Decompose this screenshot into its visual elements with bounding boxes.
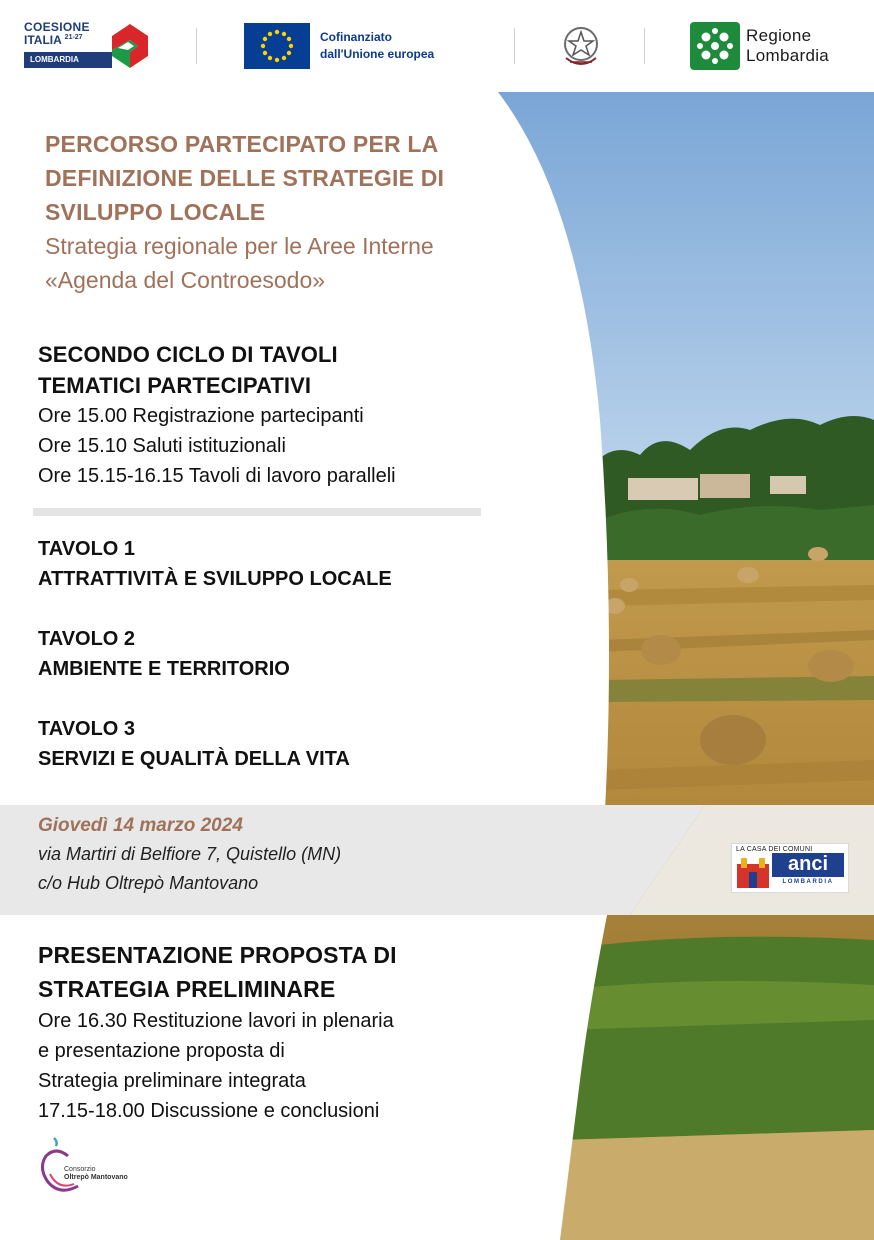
coesione-region-bar: LOMBARDIA [24, 52, 112, 68]
event-date: Giovedì 14 marzo 2024 [38, 815, 243, 836]
schedule-item: Ore 16.30 Restituzione lavori in plenaria [38, 1010, 394, 1032]
coesione-arrow-icon [108, 22, 148, 68]
main-title-line: DEFINIZIONE DELLE STRATEGIE DI [45, 165, 445, 191]
eu-label [320, 29, 434, 63]
main-title-line: PERCORSO PARTECIPATO PER LA [45, 131, 439, 157]
schedule-item: Ore 15.00 Registrazione partecipanti [38, 405, 364, 427]
section-presentazione [38, 938, 558, 1126]
subtitle-line: «Agenda del Controesodo» [45, 267, 326, 293]
anci-building-icon [737, 856, 769, 888]
event-address: via Martiri di Belfiore 7, Quistello (MN) [38, 844, 342, 864]
section-heading: PRESENTAZIONE PROPOSTA DI [38, 942, 397, 968]
tavolo-number: TAVOLO 2 [38, 628, 136, 650]
header-divider [644, 28, 645, 64]
eu-flag-icon [244, 23, 310, 69]
coesione-italia-logo [24, 20, 150, 70]
anci-lombardia-logo [731, 843, 849, 893]
lombardia-rose-icon [690, 22, 740, 70]
subtitle-line: Strategia regionale per le Aree Interne [45, 233, 434, 259]
anci-region: LOMBARDIA [782, 879, 834, 885]
header-divider [514, 28, 515, 64]
italian-republic-emblem-icon [560, 24, 602, 70]
anci-tagline: LA CASA DEI COMUNI [736, 846, 813, 853]
header-divider [196, 28, 197, 64]
tavolo-item [38, 714, 558, 774]
tavolo-number: TAVOLO 1 [38, 538, 136, 560]
consorzio-oltrepo-logo [38, 1134, 148, 1198]
main-title-line: SVILUPPO LOCALE [45, 199, 266, 225]
coesione-italia-text: ITALIA [24, 33, 62, 47]
tavolo-item [38, 624, 558, 684]
tavolo-item [38, 534, 558, 594]
lombardia-label [746, 26, 829, 66]
tavolo-name: AMBIENTE E TERRITORIO [38, 658, 290, 680]
event-venue: c/o Hub Oltrepò Mantovano [38, 873, 259, 893]
event-info [38, 812, 341, 898]
section-tavoli-tematici [38, 339, 558, 491]
eu-cofinanced-logo [244, 23, 484, 69]
lombardia-label-line2: Lombardia [746, 46, 830, 65]
eu-label-line1: Cofinanziato [320, 30, 392, 44]
schedule-item: Ore 15.10 Saluti istituzionali [38, 435, 286, 457]
tavolo-name: SERVIZI E QUALITÀ DELLA VITA [38, 748, 350, 770]
schedule-item: e presentazione proposta di [38, 1040, 285, 1062]
tavolo-name: ATTRATTIVITÀ E SVILUPPO LOCALE [38, 568, 392, 590]
title-block [45, 127, 565, 297]
schedule-item: Ore 15.15-16.15 Tavoli di lavoro paralleli [38, 465, 396, 487]
coesione-line1: COESIONE [24, 20, 90, 34]
regione-lombardia-logo [690, 22, 870, 72]
consorzio-label-line2: Oltrepò Mantovano [64, 1174, 128, 1181]
section-divider [33, 508, 481, 516]
eu-label-line2: dall'Unione europea [320, 47, 435, 61]
section-heading: SECONDO CICLO DI TAVOLI [38, 342, 338, 367]
section-heading: STRATEGIA PRELIMINARE [38, 976, 336, 1002]
coesione-years: 21-27 [64, 34, 83, 41]
schedule-item: 17.15-18.00 Discussione e conclusioni [38, 1100, 380, 1122]
anci-wordmark: anci [772, 853, 844, 877]
lombardia-label-line1: Regione [746, 26, 812, 45]
schedule-item: Strategia preliminare integrata [38, 1070, 306, 1092]
tavolo-number: TAVOLO 3 [38, 718, 136, 740]
logo-header [0, 0, 874, 92]
coesione-line2 [24, 33, 83, 47]
section-heading: TEMATICI PARTECIPATIVI [38, 373, 312, 398]
consorzio-label-line1: Consorzio [64, 1166, 96, 1173]
